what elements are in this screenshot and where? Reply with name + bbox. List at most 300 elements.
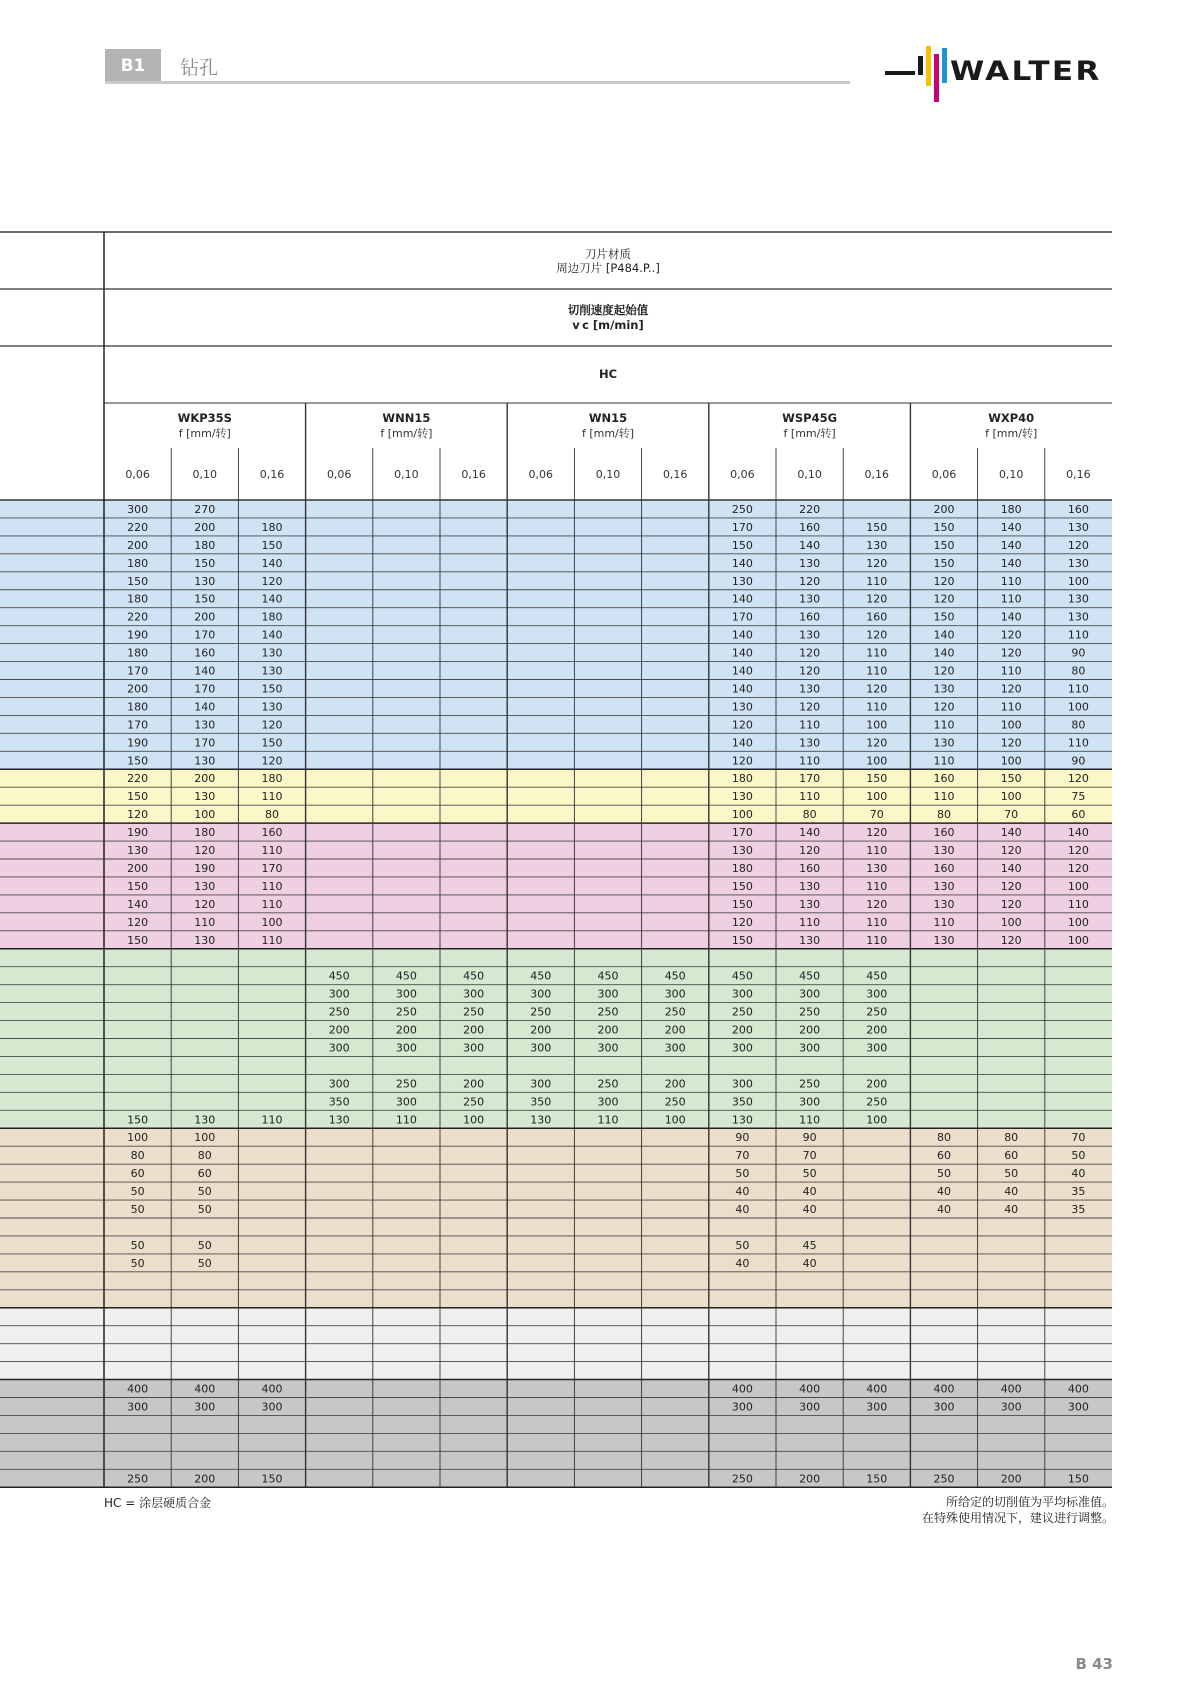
cell-value: 300 <box>731 1077 753 1091</box>
cell-value: 250 <box>664 1095 686 1109</box>
cell-value: 400 <box>1000 1382 1022 1396</box>
cell-value: 200 <box>127 861 149 875</box>
cell-value: 50 <box>1071 1149 1086 1163</box>
cell-value: 100 <box>463 1113 485 1127</box>
coating-legend: HC = 涂层硬质合金 <box>104 1496 212 1510</box>
cell-value: 100 <box>1067 700 1089 714</box>
cell-value: 180 <box>731 772 753 786</box>
cell-value: 250 <box>866 1005 888 1019</box>
cell-value: 130 <box>194 574 216 588</box>
cell-value: 200 <box>664 1023 686 1037</box>
cell-value: 140 <box>933 628 955 642</box>
cell-value: 80 <box>1071 664 1086 678</box>
cell-value: 200 <box>1000 1472 1022 1486</box>
cell-value: 130 <box>1067 610 1089 624</box>
cell-value: 120 <box>866 628 888 642</box>
cell-value: 300 <box>328 1041 350 1055</box>
cell-value: 100 <box>1000 718 1022 732</box>
cell-value: 250 <box>731 1005 753 1019</box>
coating-label: HC <box>598 367 618 381</box>
cell-value: 130 <box>933 844 955 858</box>
cell-value: 130 <box>933 933 955 947</box>
cell-value: 130 <box>530 1113 552 1127</box>
cell-value: 130 <box>194 933 216 947</box>
feed-value: 0,06 <box>326 468 352 481</box>
cell-value: 100 <box>1067 915 1089 929</box>
cell-value: 80 <box>937 808 951 822</box>
cell-value: 150 <box>933 520 955 534</box>
cell-value: 50 <box>197 1203 212 1217</box>
feed-value: 0,16 <box>1066 468 1091 481</box>
cell-value: 50 <box>130 1238 145 1252</box>
cell-value: 130 <box>1067 592 1089 606</box>
cell-value: 130 <box>731 844 753 858</box>
cell-value: 200 <box>799 1472 821 1486</box>
cell-value: 400 <box>866 1382 888 1396</box>
cell-value: 190 <box>194 861 216 875</box>
cell-value: 130 <box>261 664 283 678</box>
cell-value: 150 <box>127 1113 149 1127</box>
grade-feed-unit: f [mm/转] <box>783 427 836 440</box>
cell-value: 140 <box>731 682 753 696</box>
cell-value: 120 <box>731 718 753 732</box>
cell-value: 120 <box>731 915 753 929</box>
cell-value: 110 <box>799 1113 821 1127</box>
cell-value: 120 <box>1067 538 1089 552</box>
feed-value: 0,16 <box>259 468 285 481</box>
cell-value: 180 <box>261 610 283 624</box>
cell-value: 300 <box>731 1041 753 1055</box>
cell-value: 110 <box>866 844 888 858</box>
cell-value: 220 <box>127 520 149 534</box>
cell-value: 130 <box>799 897 821 911</box>
cell-value: 50 <box>197 1185 212 1199</box>
cell-value: 35 <box>1071 1203 1086 1217</box>
cell-value: 300 <box>1000 1400 1022 1414</box>
cell-value: 120 <box>1000 736 1022 750</box>
grade-feed-unit: f [mm/转] <box>985 427 1038 440</box>
cell-value: 300 <box>597 1041 619 1055</box>
cell-value: 110 <box>1000 592 1022 606</box>
cell-value: 110 <box>1000 574 1022 588</box>
cell-value: 300 <box>127 502 149 516</box>
cell-value: 130 <box>731 700 753 714</box>
cell-value: 120 <box>1067 772 1089 786</box>
cell-value: 100 <box>664 1113 686 1127</box>
cell-value: 120 <box>1067 861 1089 875</box>
cell-value: 160 <box>1067 502 1089 516</box>
cell-value: 250 <box>127 1472 149 1486</box>
feed-value: 0,06 <box>125 468 150 481</box>
cell-value: 35 <box>1071 1185 1086 1199</box>
cell-value: 100 <box>1067 879 1089 893</box>
cell-value: 130 <box>261 700 283 714</box>
cell-value: 80 <box>265 808 279 822</box>
cell-value: 300 <box>731 1400 753 1414</box>
cell-value: 130 <box>1067 556 1089 570</box>
cell-value: 110 <box>866 933 888 947</box>
cell-value: 250 <box>799 1077 821 1091</box>
cell-value: 170 <box>127 664 149 678</box>
cell-value: 40 <box>1071 1167 1086 1181</box>
cell-value: 200 <box>194 772 216 786</box>
cell-value: 90 <box>735 1131 750 1145</box>
cell-value: 110 <box>866 574 888 588</box>
cell-value: 450 <box>664 969 686 983</box>
cell-value: 400 <box>731 1382 753 1396</box>
cell-value: 120 <box>933 664 955 678</box>
cell-value: 170 <box>731 826 753 840</box>
feed-value: 0,06 <box>528 468 554 481</box>
cell-value: 110 <box>866 646 888 660</box>
cell-value: 60 <box>130 1167 145 1181</box>
cell-value: 130 <box>799 736 821 750</box>
cell-value: 130 <box>933 682 955 696</box>
cell-value: 70 <box>802 1149 817 1163</box>
cell-value: 300 <box>799 1041 821 1055</box>
cell-value: 40 <box>802 1203 817 1217</box>
cell-value: 100 <box>866 754 888 768</box>
cell-value: 50 <box>937 1167 951 1181</box>
cell-value: 170 <box>261 861 283 875</box>
cell-value: 150 <box>731 879 753 893</box>
cell-value: 110 <box>261 897 283 911</box>
cell-value: 400 <box>261 1382 283 1396</box>
cell-value: 110 <box>1000 700 1022 714</box>
cell-value: 120 <box>1000 933 1022 947</box>
cell-value: 300 <box>597 987 619 1001</box>
cell-value: 250 <box>395 1077 417 1091</box>
cell-value: 300 <box>799 1095 821 1109</box>
cell-value: 110 <box>799 718 821 732</box>
cell-value: 150 <box>866 772 888 786</box>
cell-value: 200 <box>463 1077 485 1091</box>
cell-value: 200 <box>194 610 216 624</box>
cell-value: 120 <box>799 646 821 660</box>
cell-value: 250 <box>463 1005 485 1019</box>
cell-value: 120 <box>799 574 821 588</box>
cell-value: 300 <box>597 1095 619 1109</box>
cell-value: 140 <box>933 646 955 660</box>
cell-value: 110 <box>866 700 888 714</box>
section-badge: B1 <box>105 49 161 82</box>
cell-value: 170 <box>731 520 753 534</box>
cell-value: 450 <box>530 969 552 983</box>
cell-value: 50 <box>1004 1167 1019 1181</box>
cell-value: 70 <box>735 1149 750 1163</box>
cell-value: 300 <box>328 1077 350 1091</box>
cell-value: 200 <box>731 1023 753 1037</box>
cell-value: 110 <box>1067 897 1089 911</box>
cell-value: 150 <box>261 682 283 696</box>
cell-value: 40 <box>735 1256 750 1270</box>
cell-value: 130 <box>799 556 821 570</box>
cell-value: 200 <box>866 1023 888 1037</box>
cell-value: 110 <box>1067 736 1089 750</box>
cell-value: 200 <box>933 502 955 516</box>
cell-value: 110 <box>395 1113 417 1127</box>
cell-value: 120 <box>866 897 888 911</box>
cell-value: 110 <box>799 754 821 768</box>
cell-value: 300 <box>530 1077 552 1091</box>
grade-name: WXP40 <box>988 411 1035 425</box>
cell-value: 450 <box>866 969 888 983</box>
cell-value: 450 <box>731 969 753 983</box>
cell-value: 140 <box>1067 826 1089 840</box>
cell-value: 120 <box>866 682 888 696</box>
cell-value: 250 <box>731 1472 753 1486</box>
cell-value: 150 <box>261 538 283 552</box>
cell-value: 450 <box>463 969 485 983</box>
cell-value: 450 <box>799 969 821 983</box>
cell-value: 300 <box>463 987 485 1001</box>
cell-value: 180 <box>127 646 149 660</box>
cell-value: 300 <box>664 987 686 1001</box>
cell-value: 200 <box>194 1472 216 1486</box>
cell-value: 300 <box>395 1095 417 1109</box>
cell-value: 150 <box>127 790 149 804</box>
cell-value: 110 <box>799 915 821 929</box>
cell-value: 130 <box>799 628 821 642</box>
cell-value: 110 <box>261 1113 283 1127</box>
feed-value: 0,10 <box>595 468 621 481</box>
cell-value: 120 <box>194 897 216 911</box>
feed-value: 0,16 <box>461 468 486 481</box>
feed-value: 0,16 <box>662 468 688 481</box>
cell-value: 200 <box>664 1077 686 1091</box>
cell-value: 140 <box>261 628 283 642</box>
cell-value: 250 <box>328 1005 350 1019</box>
grade-feed-unit: f [mm/转] <box>178 427 231 440</box>
grade-name: WNN15 <box>382 411 431 425</box>
cell-value: 100 <box>731 808 753 822</box>
page-number: B 43 <box>1075 1655 1113 1673</box>
cell-value: 160 <box>799 610 821 624</box>
cell-value: 180 <box>261 772 283 786</box>
cell-value: 150 <box>194 592 216 606</box>
cell-value: 80 <box>1004 1131 1019 1145</box>
cell-value: 160 <box>194 646 216 660</box>
cell-value: 300 <box>866 1400 888 1414</box>
cell-value: 150 <box>127 754 149 768</box>
cell-value: 400 <box>194 1382 216 1396</box>
cell-value: 40 <box>937 1203 951 1217</box>
cell-value: 140 <box>261 556 283 570</box>
cell-value: 400 <box>127 1382 149 1396</box>
cell-value: 200 <box>463 1023 485 1037</box>
cell-value: 130 <box>799 933 821 947</box>
cell-value: 170 <box>127 718 149 732</box>
cell-value: 250 <box>933 1472 955 1486</box>
cell-value: 110 <box>597 1113 619 1127</box>
cell-value: 80 <box>130 1149 145 1163</box>
cell-value: 150 <box>731 897 753 911</box>
feed-value: 0,10 <box>998 468 1024 481</box>
cell-value: 160 <box>799 520 821 534</box>
cell-value: 120 <box>127 915 149 929</box>
cell-value: 120 <box>933 592 955 606</box>
cell-value: 150 <box>866 1472 888 1486</box>
cell-value: 100 <box>127 1131 149 1145</box>
cell-value: 120 <box>799 664 821 678</box>
cell-value: 110 <box>866 915 888 929</box>
cell-value: 250 <box>731 502 753 516</box>
cell-value: 130 <box>799 879 821 893</box>
feed-value: 0,10 <box>394 468 419 481</box>
cell-value: 100 <box>866 790 888 804</box>
feed-value: 0,06 <box>730 468 755 481</box>
cell-value: 40 <box>1004 1185 1019 1199</box>
cell-value: 150 <box>1067 1472 1089 1486</box>
cell-value: 140 <box>1000 826 1022 840</box>
cell-value: 110 <box>1000 664 1022 678</box>
cell-value: 110 <box>261 844 283 858</box>
cell-value: 150 <box>866 520 888 534</box>
cell-value: 50 <box>130 1185 145 1199</box>
cell-value: 140 <box>731 736 753 750</box>
cell-value: 300 <box>1067 1400 1089 1414</box>
cell-value: 160 <box>261 826 283 840</box>
cell-value: 300 <box>530 1041 552 1055</box>
cell-value: 250 <box>530 1005 552 1019</box>
cell-value: 80 <box>197 1149 212 1163</box>
grade-feed-unit: f [mm/转] <box>380 427 433 440</box>
cell-value: 70 <box>1071 1131 1086 1145</box>
cell-value: 100 <box>1000 790 1022 804</box>
cell-value: 140 <box>1000 861 1022 875</box>
cell-value: 70 <box>1004 808 1019 822</box>
cell-value: 180 <box>731 861 753 875</box>
cell-value: 130 <box>933 897 955 911</box>
cell-value: 350 <box>328 1095 350 1109</box>
cell-value: 140 <box>731 646 753 660</box>
cell-value: 100 <box>1067 933 1089 947</box>
cell-value: 140 <box>127 897 149 911</box>
footnote-line-1: 所给定的切削值为平均标准值。 <box>945 1495 1114 1509</box>
cell-value: 110 <box>194 915 216 929</box>
cell-value: 300 <box>328 987 350 1001</box>
cell-value: 170 <box>194 736 216 750</box>
cell-value: 300 <box>194 1400 216 1414</box>
cell-value: 180 <box>127 700 149 714</box>
cell-value: 300 <box>731 987 753 1001</box>
cell-value: 50 <box>735 1238 750 1252</box>
cell-value: 80 <box>802 808 817 822</box>
cell-value: 120 <box>866 592 888 606</box>
speed-unit: v c [m/min] <box>572 318 644 332</box>
cell-value: 450 <box>328 969 350 983</box>
cell-value: 300 <box>395 987 417 1001</box>
logo-text: WALTER <box>950 56 1102 87</box>
cell-value: 120 <box>731 754 753 768</box>
cell-value: 120 <box>1000 646 1022 660</box>
cell-value: 110 <box>799 790 821 804</box>
cell-value: 140 <box>1000 538 1022 552</box>
cell-value: 220 <box>799 502 821 516</box>
cell-value: 130 <box>194 790 216 804</box>
cell-value: 40 <box>802 1256 817 1270</box>
cell-value: 130 <box>1067 520 1089 534</box>
cell-value: 140 <box>1000 520 1022 534</box>
cell-value: 100 <box>194 1131 216 1145</box>
cell-value: 160 <box>933 826 955 840</box>
cell-value: 80 <box>937 1131 951 1145</box>
cell-value: 110 <box>933 915 955 929</box>
cell-value: 110 <box>1067 682 1089 696</box>
cell-value: 200 <box>395 1023 417 1037</box>
cell-value: 130 <box>328 1113 350 1127</box>
grade-name: WKP35S <box>177 411 232 425</box>
cell-value: 220 <box>127 772 149 786</box>
cell-value: 120 <box>1000 897 1022 911</box>
cell-value: 190 <box>127 736 149 750</box>
cell-value: 60 <box>1004 1149 1019 1163</box>
cell-value: 100 <box>1000 754 1022 768</box>
cell-value: 220 <box>127 610 149 624</box>
grade-feed-unit: f [mm/转] <box>581 427 635 440</box>
cell-value: 120 <box>933 700 955 714</box>
cell-value: 50 <box>197 1256 212 1270</box>
cell-value: 140 <box>731 664 753 678</box>
cell-value: 90 <box>1071 754 1086 768</box>
cell-value: 50 <box>130 1203 145 1217</box>
cell-value: 400 <box>1067 1382 1089 1396</box>
cell-value: 140 <box>731 556 753 570</box>
cell-value: 110 <box>933 790 955 804</box>
cell-value: 130 <box>194 1113 216 1127</box>
cell-value: 200 <box>127 682 149 696</box>
cell-value: 250 <box>597 1005 619 1019</box>
cell-value: 120 <box>866 826 888 840</box>
cell-value: 90 <box>1071 646 1086 660</box>
cell-value: 80 <box>1071 718 1086 732</box>
cell-value: 100 <box>1067 574 1089 588</box>
cell-value: 350 <box>530 1095 552 1109</box>
cell-value: 60 <box>197 1167 212 1181</box>
cell-value: 150 <box>261 736 283 750</box>
cell-value: 200 <box>799 1023 821 1037</box>
cell-value: 450 <box>395 969 417 983</box>
cell-value: 130 <box>731 1113 753 1127</box>
cell-value: 150 <box>127 879 149 893</box>
cell-value: 150 <box>933 610 955 624</box>
cell-value: 180 <box>127 592 149 606</box>
cell-value: 180 <box>127 556 149 570</box>
cell-value: 200 <box>530 1023 552 1037</box>
cell-value: 300 <box>866 1041 888 1055</box>
cell-value: 250 <box>395 1005 417 1019</box>
cell-value: 400 <box>799 1382 821 1396</box>
cell-value: 130 <box>933 879 955 893</box>
cell-value: 150 <box>1000 772 1022 786</box>
cell-value: 60 <box>937 1149 951 1163</box>
cell-value: 50 <box>735 1167 750 1181</box>
cell-value: 130 <box>866 861 888 875</box>
cell-value: 170 <box>731 610 753 624</box>
cell-value: 130 <box>731 574 753 588</box>
cell-value: 140 <box>731 628 753 642</box>
feed-value: 0,10 <box>797 468 822 481</box>
cell-value: 250 <box>597 1077 619 1091</box>
cell-value: 140 <box>194 664 216 678</box>
cell-value: 130 <box>799 682 821 696</box>
cell-value: 110 <box>866 879 888 893</box>
feed-value: 0,06 <box>931 468 957 481</box>
cell-value: 100 <box>866 718 888 732</box>
cell-value: 150 <box>127 933 149 947</box>
cell-value: 190 <box>127 628 149 642</box>
cell-value: 130 <box>866 538 888 552</box>
